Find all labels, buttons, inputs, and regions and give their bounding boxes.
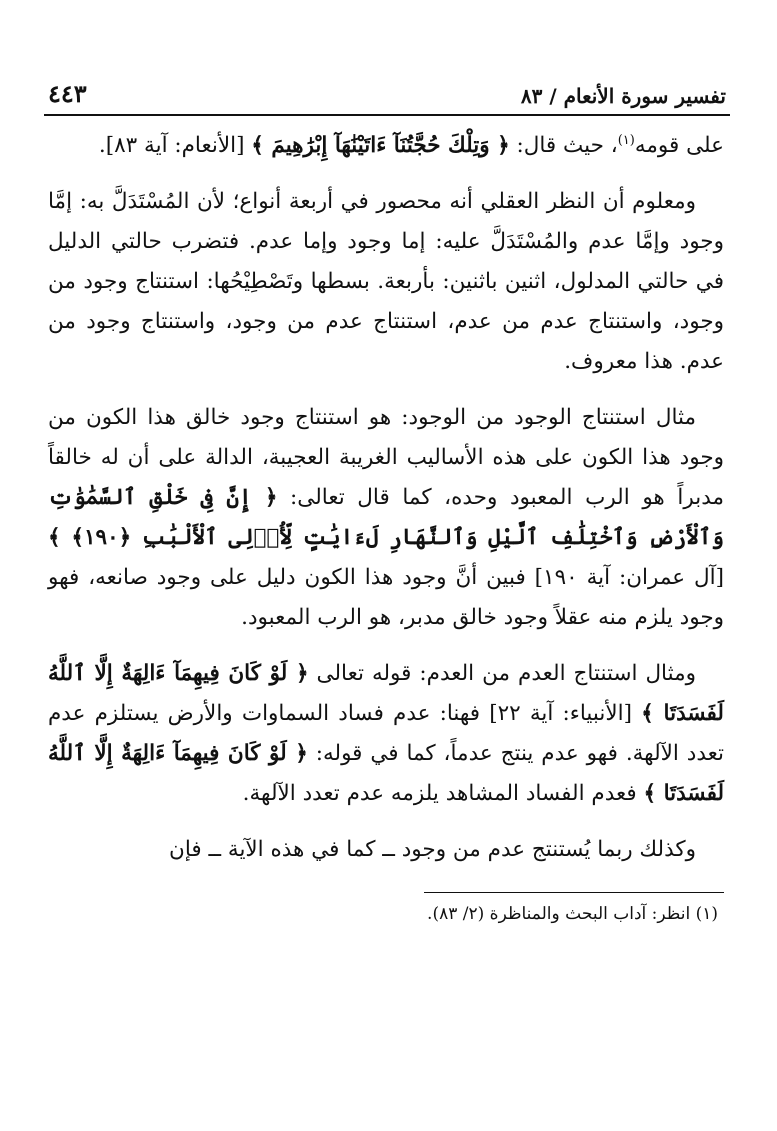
paragraph-gap [48, 638, 724, 654]
quran-verse: ﴿ لَوْ كَانَ فِيهِمَآ ءَالِهَةٌ إِلَّا ٱللَّهُ لَفَسَدَتَا ﴾ [48, 661, 724, 726]
paragraph-gap [48, 382, 724, 398]
quran-verse: ﴿ وَتِلْكَ حُجَّتُنَآ ءَاتَيْنَٰهَآ إِبْرَٰهِيمَ ﴾ [251, 133, 510, 158]
paragraph-4-text-end: فعدم الفساد المشاهد يلزمه عدم تعدد الآلهة. [242, 781, 644, 806]
quran-verse: ﴿ إِنَّ فِى خَلْقِ ٱلسَّمَٰوَٰتِ وَٱلْأَرْضِ وَٱخْتِلَٰفِ ٱلَّيْلِ وَٱلنَّهَارِ لَءَايَٰتٍ لِّأُو۟لِى ٱلْأَلْبَٰبِ ﴿١٩٠﴾ ﴾ [48, 485, 724, 550]
verse-citation: [الأنعام: آية ٨٣]. [98, 133, 252, 158]
paragraph-3-text-end: [آل عمران: آية ١٩٠] فبين أنَّ وجود هذا الكون دليل على وجود صانعه، فهو وجود يلزم منه عقلاً وجود خالق مدبر، هو الرب المعبود. [48, 565, 724, 630]
footnote-separator [424, 892, 724, 893]
paragraph-1-text-start: على قومه [634, 133, 724, 158]
footnote: (١) انظر: آداب البحث والمناظرة (٢/ ٨٣). [427, 904, 718, 924]
page-header [44, 72, 730, 108]
quran-verse-repeat: ﴿ لَوْ كَانَ فِيهِمَآ ءَالِهَةٌ إِلَّا ٱللَّهُ لَفَسَدَتَا ﴾ [48, 741, 724, 806]
header-rule [44, 114, 730, 116]
paragraph-2: ومعلوم أن النظر العقلي أنه محصور في أربعة أنواع؛ لأن المُسْتَدَلَّ به: إمَّا وجود وإمَّا عدم والمُسْتَدَلَّ عليه: إما وجود وإما عدم. فتضرب حالتي الدليل في حالتي المدلول، اثنين باثنين: بأربعة. بسطها وتَصْطِيْحُها: استنتاج وجود من وجود، واستنتاج عدم من عدم، استنتاج عدم من وجود، واستنتاج وجود من عدم. هذا معروف. [48, 189, 724, 374]
paragraph-4 [48, 654, 724, 814]
paragraph-5: وكذلك ربما يُستنتج عدم من وجود ــ كما في هذه الآية ــ فإن [169, 837, 696, 862]
book-page [44, 72, 730, 929]
paragraph-gap [48, 166, 724, 182]
paragraph-3-text-start: مثال استنتاج الوجود من الوجود: هو استنتاج وجود خالق هذا الكون من وجود هذا الكون على هذه الأساليب الغريبة العجيبة، الدالة على أن له خالقاً مدبراً هو الرب المعبود وحده، كما قال تعالى: [48, 405, 724, 510]
paragraph-1-text-mid: ، حيث قال: [509, 133, 618, 158]
paragraph-1 [48, 126, 724, 166]
running-title: تفسير سورة الأنعام / ٨٣ [520, 84, 726, 108]
paragraph-3 [48, 398, 724, 638]
page-number: ٤٤٣ [48, 79, 87, 108]
paragraph-4-text-mid: [الأنبياء: آية ٢٢] فهنا: عدم فساد السماوات والأرض يستلزم عدم تعدد الآلهة. فهو عدم ينتج عدماً، كما في قوله: [48, 701, 724, 766]
page-body [44, 126, 730, 929]
paragraph-gap [48, 814, 724, 830]
paragraph-4-text-start: ومثال استنتاج العدم من العدم: قوله تعالى [308, 661, 696, 686]
footnote-reference: (١) [617, 132, 635, 148]
